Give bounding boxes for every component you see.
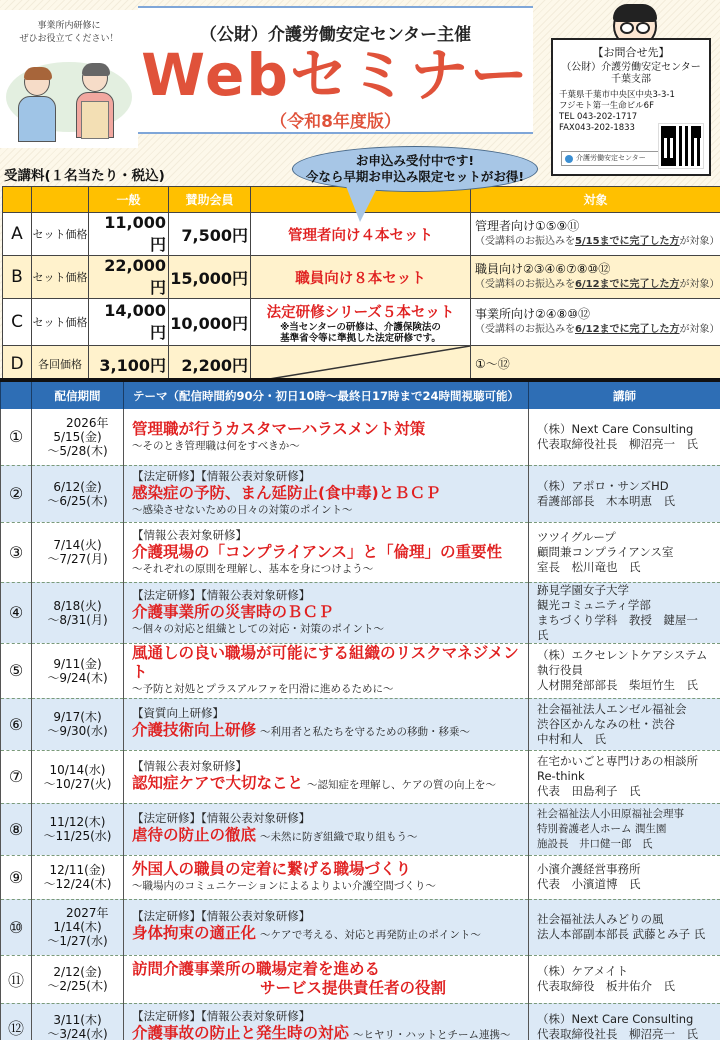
fee-letter: C [3,299,32,346]
session-title: 虐待の防止の徹底 ～未然に防ぎ組織で取り組もう～ [132,826,418,844]
session-lecturer [529,955,720,1003]
illustration-caption [0,20,138,46]
session-end: ～10/27(火) [43,776,112,791]
session-number: ⑥ [1,698,32,750]
lecturer-line: ツツイグループ [537,529,616,544]
session-subtitle: ～感染させないための日々の対策のポイント～ [132,504,353,516]
session-lecturer [529,409,720,465]
session-end: ～1/27(水) [47,934,108,948]
session-subtitle: ～個々の対応と組織としての対応・対策のポイント～ [132,623,384,635]
fee-letter: B [3,256,32,299]
session-end: ～8/31(月) [47,612,108,627]
session-start: 7/14(火) [53,538,102,552]
session-number: ⑨ [1,855,32,899]
session-lecturer [529,698,720,750]
session-period [32,1003,124,1040]
session-period [32,855,124,899]
session-start: 12/11(金) [49,863,106,877]
page-title: Webセミナー [141,41,530,109]
session-tag: 【情報公表対象研修】 [132,527,247,542]
session-period [32,582,124,643]
session-theme [124,955,529,1003]
fee-row-b [3,256,720,299]
set-note-line-1: ※当センターの研修は、介護保険法の [280,321,441,333]
schedule-row [1,899,720,955]
session-theme [124,643,529,698]
session-end: ～12/24(木) [43,877,112,891]
male-worker-figure [82,64,114,138]
session-lecturer [529,803,720,855]
lecturer-line: 代表 田島利子 氏 [537,784,641,798]
target-note: （受講料のお振込みを6/12までに完了した方が対象） [475,279,720,290]
fee-target: ①～⑫ [471,346,720,383]
contact-heading: 【お問合せ先】 [592,46,670,59]
caption-line-2: ぜひお役立てください！ [19,34,119,44]
session-tag: 【情報公表対象研修】 [132,758,247,773]
session-lecturer [529,522,720,582]
lecturer-line: 顧問兼コンプライアンス室 [537,544,674,559]
session-title: 介護事業所の災害時のＢＣＰ [132,603,334,621]
female-worker-figure [24,68,56,142]
fee-target [471,256,720,299]
lecturer-line: 特別養護老人ホーム 潤生園 [537,822,667,835]
session-number: ⑦ [1,750,32,803]
lecturer-line: （株）エクセレントケアシステム [537,648,708,662]
session-title: 管理職が行うカスタマーハラスメント対策 [132,419,426,438]
early-bird-bubble [292,146,538,192]
address-line-2: フジモト第一生命ビル6F [559,101,654,111]
edition-text: （令和8年度版） [270,112,401,132]
session-end: ～2/25(木) [47,979,108,993]
fee-general-price: 11,000円 [89,213,169,256]
search-icon [565,155,573,163]
session-lecturer [529,1003,720,1040]
session-subtitle: ～職場内のコミュニケーションによるよりよい介護空間づくり～ [132,880,436,892]
schedule-row [1,803,720,855]
session-title: 介護技術向上研修 ～利用者と私たちを守るための移動・移乗～ [132,721,471,739]
fee-general-price: 14,000円 [89,299,169,346]
session-subtitle: ～ヒヤリ・ハットとチーム連携～ [353,1029,511,1040]
schedule-row [1,522,720,582]
session-theme [124,1003,529,1040]
session-start: 9/17(木) [53,710,102,724]
session-start: 6/12(金) [53,479,102,494]
lecturer-line: （株）Next Care Consulting [537,1012,694,1026]
session-period [32,522,124,582]
session-title: 風通しの良い職場が可能にする組織のリスクマネジメント [132,644,519,681]
fee-set-name: 管理者向け４本セット [251,213,471,256]
session-theme [124,409,529,465]
session-title-line-2: サービス提供責任者の役割 [260,979,447,997]
schedule-row [1,409,720,465]
staff-illustration [0,10,138,148]
session-title: 認知症ケアで大切なこと ～認知症を理解し、ケアの質の向上を～ [132,773,496,792]
session-start: 2/12(金) [53,965,102,979]
contact-org-line-1: （公財）介護労働安定センター [561,62,701,73]
contact-org-line-2: 千葉支部 [611,74,651,85]
lecturer-line: 看護部部長 木本明恵 氏 [537,493,675,508]
session-number: ⑩ [1,899,32,955]
session-number: ⑧ [1,803,32,855]
target-courses: 管理者向け①⑤⑨⑪ [475,219,580,233]
session-subtitle: ～未然に防ぎ組織で取り組もう～ [260,831,418,843]
bubble-line-1: お申込み受付中です! [355,153,475,168]
title-banner [138,6,533,134]
fee-member-price: 10,000円 [169,299,251,346]
lecturer-line: 渋谷区かんなみの杜・渋谷 [537,716,675,731]
organizer-text: （公財）介護労働安定センター主催 [199,25,472,45]
schedule-header-row [1,380,720,409]
session-tag: 【法定研修】【情報公表対象研修】 [132,588,311,602]
set-name-text: 法定研修シリーズ５本セット [266,304,455,321]
session-title: 訪問介護事業所の職場定着を進める [132,960,381,978]
session-lecturer [529,643,720,698]
fee-section-title: 受講料(１名当たり・税込) [4,168,165,184]
lecturer-line: 法人本部副本部長 武藤とみ子 氏 [537,927,706,941]
session-tag: 【法定研修】【情報公表対象研修】 [132,469,311,483]
session-title: 介護事故の防止と発生時の対応 ～ヒヤリ・ハットとチーム連携～ [132,1024,511,1040]
fee-type: 各回価格 [32,346,89,383]
fee-general-price: 3,100円 [89,346,169,383]
session-end: ～9/24(木) [47,670,108,685]
lecturer-line: 代表取締役社長 柳沼亮一 氏 [537,1027,698,1040]
target-note: （受講料のお振込みを5/15までに完了した方が対象） [475,236,720,247]
session-period [32,750,124,803]
session-theme [124,899,529,955]
session-period [32,465,124,522]
session-theme [124,855,529,899]
session-number: ③ [1,522,32,582]
session-title: 感染症の予防、まん延防止(食中毒)とＢＣＰ [132,484,441,502]
session-number: ① [1,409,32,465]
session-subtitle: ～認知症を理解し、ケアの質の向上を～ [306,778,496,791]
lecturer-line: 社会福祉法人みどりの風 [537,912,664,926]
contact-panel [545,0,720,185]
fee-member-price: 2,200円 [169,346,251,383]
lecturer-line: 代表取締役社長 柳沼亮一 氏 [537,436,698,451]
lecturer-line: 代表 小濱道博 氏 [537,877,641,891]
fee-row-c [3,299,720,346]
fee-set-empty [251,346,471,383]
session-subtitle: ～それぞれの原則を理解し、基本を身につけよう～ [132,562,374,575]
lecturer-line: 代表取締役 板井佑介 氏 [537,979,675,993]
session-start: 1/14(木) [53,920,102,934]
fee-member-price: 7,500円 [169,213,251,256]
fee-member-price: 15,000円 [169,256,251,299]
lecturer-line: 在宅かいごと専門けあの相談所 [537,754,698,768]
schedule-row [1,1003,720,1040]
lecturer-line: 跡見学園女子大学 [537,582,629,597]
search-label: 介護労働安定センター [576,154,646,162]
fee-type: セット価格 [32,299,89,346]
session-title: 外国人の職員の定着に繋げる職場づくり [132,860,412,878]
fee-target [471,213,720,256]
schedule-row [1,582,720,643]
session-tag: 【資質向上研修】 [132,706,224,720]
bubble-line-2: 今なら早期お申込み限定セットがお得! [305,169,525,184]
lecturer-line: 観光コミュニティ学部 [537,597,651,612]
session-period [32,803,124,855]
session-tag: 【法定研修】【情報公表対象研修】 [132,1009,311,1023]
target-note: （受講料のお振込みを6/12までに完了した方が対象） [475,324,720,335]
session-end: ～3/24(水) [47,1027,108,1040]
contact-org [559,62,703,86]
bubble-tail [346,186,378,222]
lecturer-line: （株）アポロ・サンズHD [537,478,669,493]
care-workers-image [0,50,138,150]
session-lecturer [529,750,720,803]
header-no [1,380,32,409]
session-period [32,409,124,465]
session-end: ～7/27(月) [47,552,108,566]
target-courses: 事業所向け②④⑧⑩⑫ [475,307,591,321]
schedule-row [1,855,720,899]
lecturer-line: 社会福祉法人小田原福祉会理事 [537,807,684,820]
session-year: 2027年 [66,906,109,920]
fee-type: セット価格 [32,213,89,256]
qr-code-icon[interactable] [659,124,703,168]
session-number: ④ [1,582,32,643]
session-number: ② [1,465,32,522]
contact-board [551,38,711,176]
session-theme [124,465,529,522]
session-theme [124,522,529,582]
session-year: 2026年 [66,415,109,430]
lecturer-line: 施設長 井口健一郎 氏 [537,837,653,850]
fee-letter: D [3,346,32,383]
lecturer-line: 中村和人 氏 [537,731,606,746]
session-lecturer [529,465,720,522]
diagonal-line [251,346,470,382]
lecturer-line: 小濱介護経営事務所 [537,862,641,876]
fee-row-d [3,346,720,383]
session-period [32,955,124,1003]
session-start: 11/12(木) [49,815,106,829]
schedule-row [1,465,720,522]
lecturer-line: （株）Next Care Consulting [537,421,694,436]
schedule-row [1,643,720,698]
session-subtitle: ～利用者と私たちを守るための移動・移乗～ [260,726,471,738]
fax-number: FAX043-202-1833 [559,123,635,133]
session-tag: 【法定研修】【情報公表対象研修】 [132,909,311,923]
lecturer-line: 室長 松川竜也 氏 [537,559,641,574]
fee-header-letter [3,187,32,213]
fee-header-target: 対象 [471,187,720,213]
fee-set-name: 職員向け８本セット [251,256,471,299]
session-tag: 【法定研修】【情報公表対象研修】 [132,811,311,825]
header-lecturer: 講師 [529,380,720,409]
lecturer-line: Re-think [537,769,585,783]
header-period: 配信期間 [32,380,124,409]
lecturer-line: 人材開発部部長 柴垣竹生 氏 [537,678,698,692]
session-end: ～5/28(木) [47,443,108,458]
session-title: 介護現場の「コンプライアンス」と「倫理」の重要性 [132,542,502,561]
lecturer-line: （株）ケアメイト [537,964,629,978]
session-lecturer [529,855,720,899]
session-period [32,899,124,955]
session-subtitle: ～予防と対処とプラスアルファを円滑に進めるために～ [132,683,394,695]
session-theme [124,750,529,803]
session-period [32,698,124,750]
session-theme [124,698,529,750]
schedule-row [1,750,720,803]
session-number: ⑤ [1,643,32,698]
session-lecturer [529,582,720,643]
lecturer-line: 社会福祉法人エンゼル福祉会 [537,701,687,716]
session-period [32,643,124,698]
fee-general-price: 22,000円 [89,256,169,299]
fee-header-member: 賛助会員 [169,187,251,213]
schedule-row [1,698,720,750]
session-subtitle: ～ケアで考える、対応と再発防止のポイント～ [260,929,481,941]
fee-header-general: 一般 [89,187,169,213]
session-number: ⑪ [1,955,32,1003]
fee-set-name [251,299,471,346]
fee-target [471,299,720,346]
fee-type: セット価格 [32,256,89,299]
lecturer-line: まちづくり学科 教授 鍵屋一 氏 [537,612,710,642]
session-start: 5/15(金) [53,429,102,444]
session-start: 3/11(木) [53,1013,102,1027]
session-end: ～6/25(木) [47,493,108,508]
session-end: ～11/25(水) [43,829,112,843]
caption-line-1: 事業所内研修に [37,21,101,31]
session-theme [124,582,529,643]
schedule-row [1,955,720,1003]
target-courses: 職員向け②③④⑥⑦⑧⑩⑫ [475,262,611,276]
set-note-line-2: 基準省令等に準拠した法定研修です。 [280,332,441,344]
session-start: 9/11(金) [53,656,102,671]
session-lecturer [529,899,720,955]
fee-header-type [32,187,89,213]
session-start: 8/18(火) [53,598,102,613]
fee-letter: A [3,213,32,256]
session-title: 身体拘束の適正化 ～ケアで考える、対応と再発防止のポイント～ [132,924,481,942]
address-line-1: 千葉県千葉市中央区中央3-3-1 [559,90,675,100]
session-theme [124,803,529,855]
tel-number: TEL 043-202-1717 [559,112,638,122]
session-start: 10/14(水) [49,762,106,777]
schedule-table [0,378,720,1040]
session-subtitle: ～そのとき管理職は何をすべきか～ [132,439,300,452]
header-theme: テーマ（配信時間約90分・初日10時～最終日17時まで24時間視聴可能） [124,380,529,409]
session-number: ⑫ [1,1003,32,1040]
search-box[interactable] [561,151,659,166]
session-end: ～9/30(水) [47,724,108,738]
lecturer-line: 執行役員 [537,663,583,677]
